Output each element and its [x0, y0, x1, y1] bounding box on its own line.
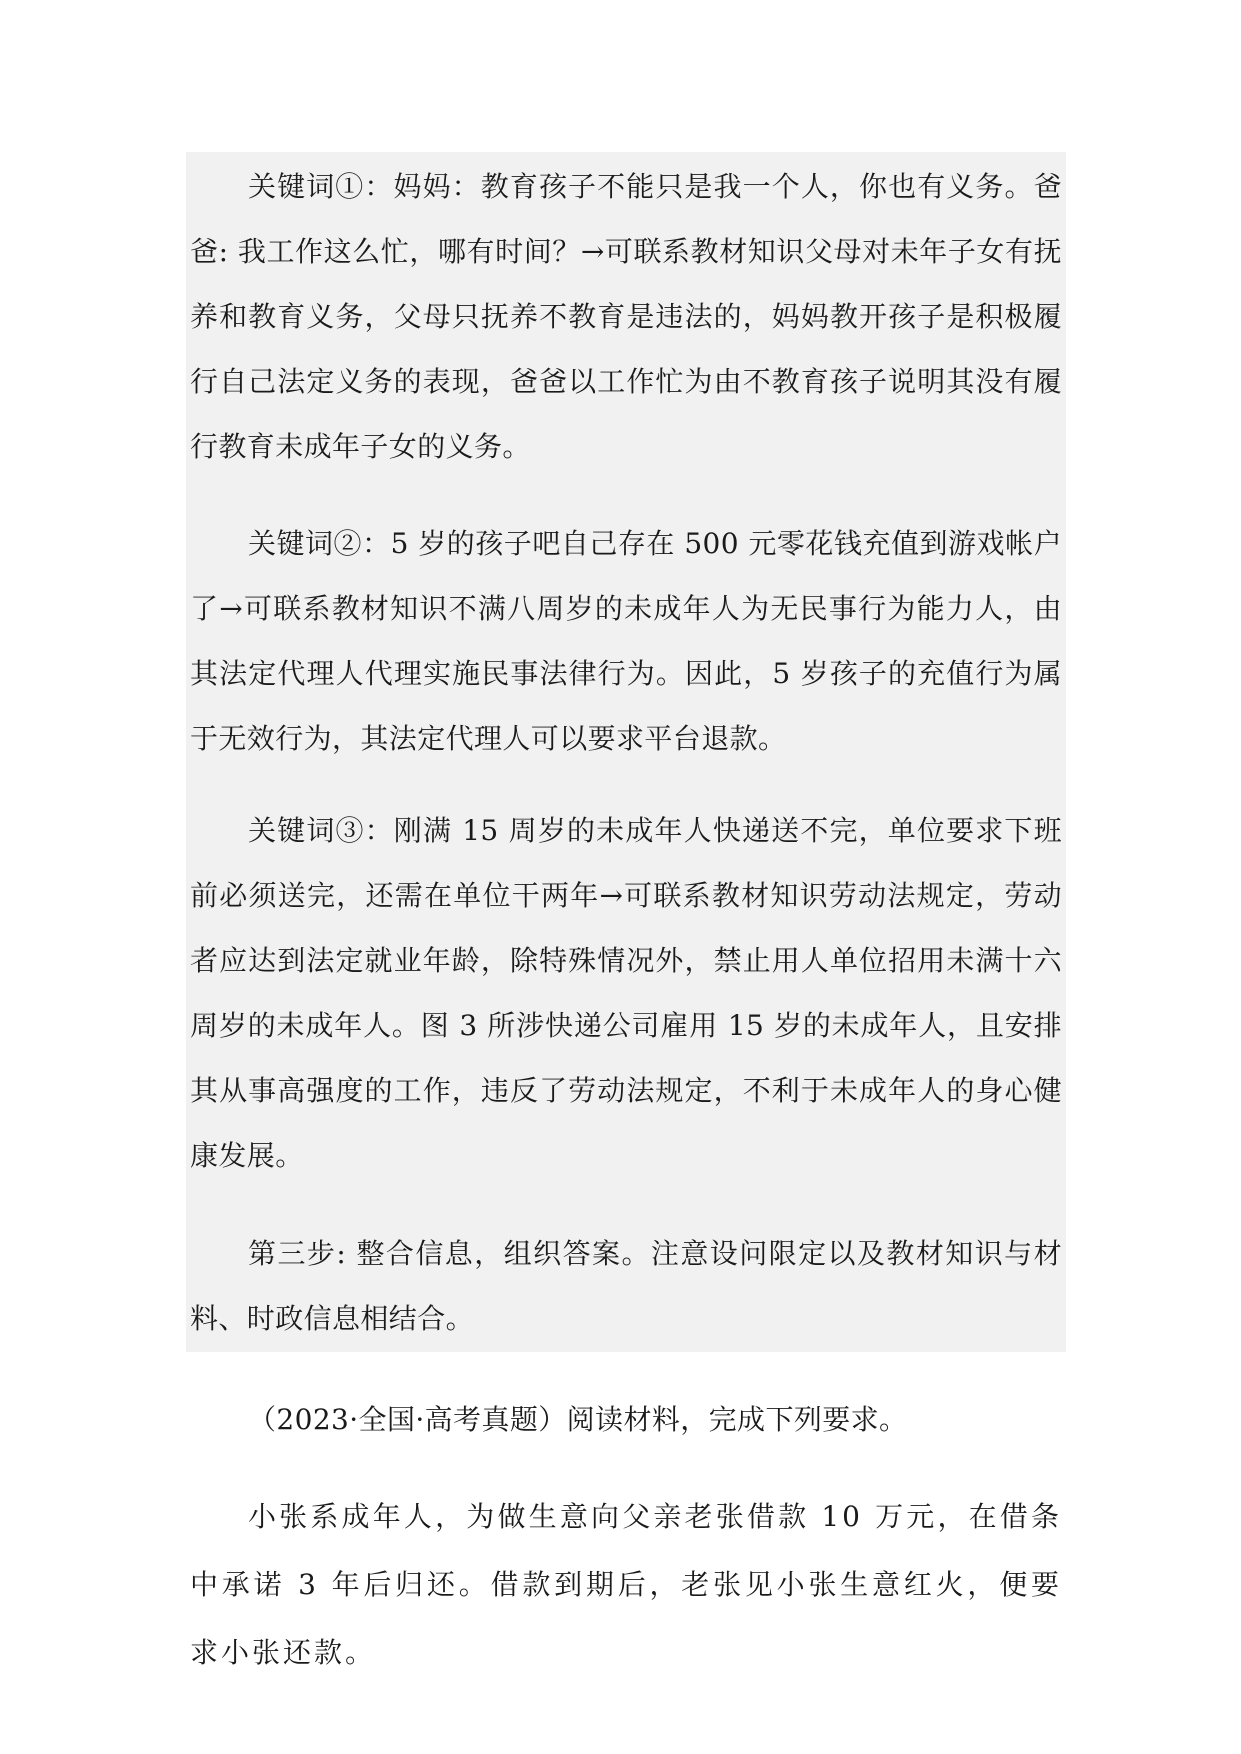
step-three-paragraph: 第三步: 整合信息，组织答案。注意设问限定以及教材知识与材料、时政信息相结合。	[190, 1237, 1062, 1335]
keyword-1-paragraph: 关键词①：妈妈：教育孩子不能只是我一个人，你也有义务。爸爸: 我工作这么忙，哪有时间？→可联系教材知识父母对未年子女有抚养和教育义务，父母只抚养不教育是违法的，妈妈教开孩子是积极履行自己法定义务的表现，爸爸以工作忙为由不教育孩子说明其没有履行教育未成年子女的义务。	[190, 170, 1062, 463]
exam-question-heading: （2023·全国·高考真题）阅读材料，完成下列要求。	[248, 1403, 908, 1436]
keyword-3-paragraph: 关键词③：刚满 15 周岁的未成年人快递送不完，单位要求下班前必须送完，还需在单位干两年→可联系教材知识劳动法规定，劳动者应达到法定就业年龄，除特殊情况外，禁止用人单位招用未满十六周岁的未成年人。图 3 所涉快递公司雇用 15 岁的未成年人，且安排其从事高强度的工作，违反了劳动法规定，不利于未成年人的身心健康发展。	[190, 814, 1062, 1172]
keyword-2-paragraph: 关键词②：5 岁的孩子吧自己存在 500 元零花钱充值到游戏帐户了→可联系教材知识不满八周岁的未成年人为无民事行为能力人，由其法定代理人代理实施民事法律行为。因此，5 岁孩子的充值行为属于无效行为，其法定代理人可以要求平台退款。	[190, 527, 1062, 755]
material-paragraph: 小张系成年人，为做生意向父亲老张借款 10 万元，在借条中承诺 3 年后归还。借款到期后，老张见小张生意红火，便要求小张还款。	[190, 1500, 1062, 1669]
